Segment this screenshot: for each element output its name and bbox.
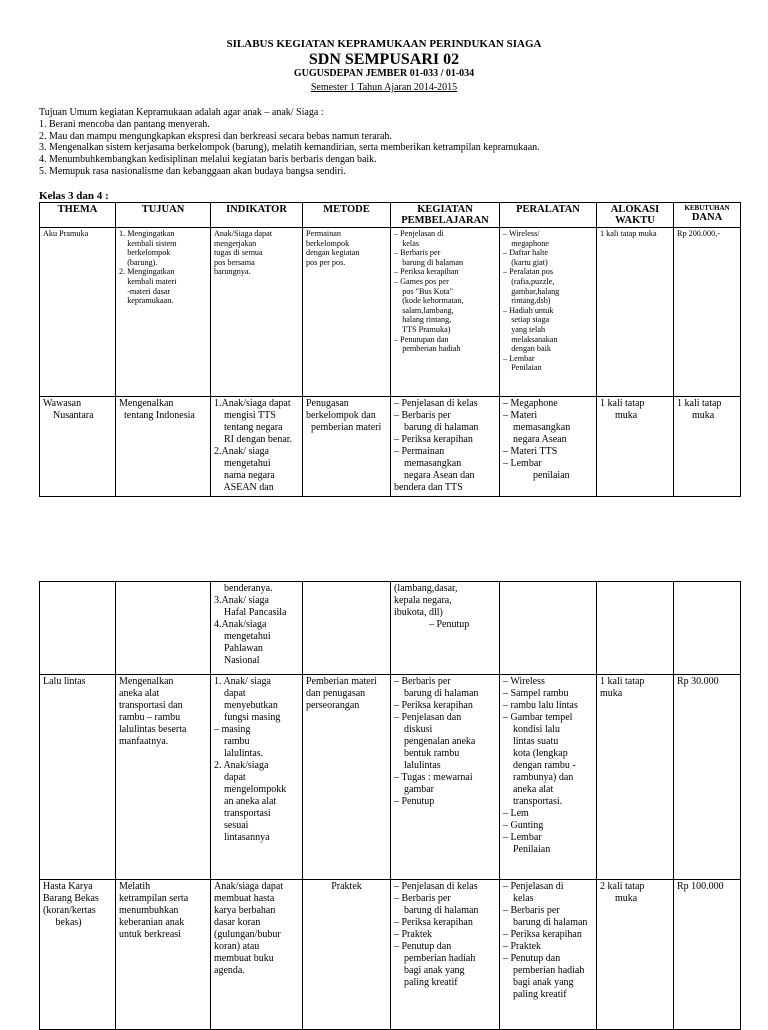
cell-text: 1 kali tatap muka — [600, 676, 645, 699]
col-header-kegiatan-l2: PEMBELAJARAN — [401, 215, 489, 226]
intro-item: 2. Mau dan mampu mengungkapkan ekspresi dan berkreasi secara bebas namun terarah. — [39, 130, 392, 142]
cell-text: 2 kali tatap muka — [600, 881, 645, 904]
cell-tujuan — [116, 397, 211, 497]
cell-kegiatan — [391, 582, 500, 675]
cell-indikator — [211, 582, 303, 675]
cell-metode — [303, 880, 391, 1030]
cell-kegiatan — [391, 228, 500, 397]
cell-text: Hasta Karya Barang Bekas (koran/kertas bekas) — [43, 881, 99, 928]
cell-text: Lalu lintas — [43, 676, 86, 687]
cell-text: Pemberian materi dan penugasan perseorangan — [306, 676, 377, 711]
cell-text: Rp 30.000 — [677, 676, 719, 687]
cell-dana — [674, 228, 741, 397]
cell-text: Rp 200.000,- — [677, 229, 720, 238]
cell-text: Melatih ketrampilan serta menumbuhkan keberanian anak untuk berkreasi — [119, 881, 189, 940]
cell-peralatan — [500, 397, 597, 497]
cell-text: – Wireless/ megaphone – Daftar halte (kartu giat) – Peralatan pos (rafia,puzzle, gambar,halang rintang,dsb) – Hadiah untuk setiap siaga yang telah melaksanakan dengan baik – Lembar Penilaian — [503, 229, 560, 373]
cell-alokasi — [597, 675, 674, 880]
cell-text: 1 kali tatap muka — [677, 398, 722, 421]
intro-lead: Tujuan Umum kegiatan Kepramukaan adalah agar anak – anak/ Siaga : — [39, 107, 324, 118]
gugusdepan-line: GUGUSDEPAN JEMBER 01-033 / 01-034 — [293, 68, 475, 79]
cell-text: Praktek — [331, 881, 362, 892]
syllabus-table-part2 — [39, 581, 741, 1030]
cell-thema — [40, 675, 116, 880]
cell-text: benderanya. 3.Anak/ siaga Hafal Pancasila 4.Anak/siaga mengetahui Pahlawan Nasional — [214, 583, 287, 666]
cell-tujuan — [116, 880, 211, 1030]
col-header-peralatan: PERALATAN — [500, 203, 597, 228]
col-header-metode: METODE — [303, 203, 391, 228]
cell-text: Mengenalkan aneka alat transportasi dan rambu – rambu lalulintas beserta manfaatnya. — [119, 676, 187, 747]
cell-text: 1. Anak/ siaga dapat menyebutkan fungsi masing – masing rambu lalulintas. 2. Anak/siaga dapat mengelompokk an aneka alat transportasi sesuai lintasannya — [214, 676, 287, 843]
cell-peralatan — [500, 880, 597, 1030]
cell-alokasi — [597, 880, 674, 1030]
cell-metode — [303, 582, 391, 675]
col-header-tujuan: TUJUAN — [116, 203, 211, 228]
cell-thema — [40, 397, 116, 497]
col-header-kebutuhan-l1: KEBUTUHAN — [684, 204, 730, 212]
cell-tujuan — [116, 582, 211, 675]
cell-text: 1 kali tatap muka — [600, 398, 645, 421]
doc-title: SILABUS KEGIATAN KEPRAMUKAAN PERINDUKAN SIAGA — [226, 38, 542, 50]
cell-thema — [40, 582, 116, 675]
cell-peralatan — [500, 582, 597, 675]
cell-indikator — [211, 675, 303, 880]
table-row — [40, 397, 741, 497]
cell-metode — [303, 228, 391, 397]
cell-text: – Berbaris per barung di halaman – Periksa kerapihan – Penjelasan dan diskusi pengenalan aneka bentuk rambu lalulintas – Tugas : mewarnai gambar – Penutup — [394, 676, 479, 807]
cell-text: Anak/siaga dapat membuat hasta karya berbahan dasar koran (gulungan/bubur koran) atau membuat buku agenda. — [214, 881, 284, 976]
cell-kegiatan — [391, 675, 500, 880]
cell-indikator — [211, 397, 303, 497]
intro-block — [39, 107, 739, 178]
school-name: SDN SEMPUSARI 02 — [308, 51, 460, 68]
cell-alokasi — [597, 397, 674, 497]
col-header-alokasi — [597, 203, 674, 228]
cell-peralatan — [500, 675, 597, 880]
cell-text: – Megaphone – Materi memasangkan negara Asean – Materi TTS – Lembar penilaian — [503, 398, 571, 481]
table-row — [40, 228, 741, 397]
cell-indikator — [211, 880, 303, 1030]
table-row — [40, 675, 741, 880]
cell-text: Permainan berkelompok dengan kegiatan pos per pos. — [306, 229, 360, 267]
cell-thema — [40, 880, 116, 1030]
cell-alokasi — [597, 228, 674, 397]
cell-metode — [303, 675, 391, 880]
col-header-thema: THEMA — [40, 203, 116, 228]
cell-kegiatan — [391, 397, 500, 497]
cell-text: 1 kali tatap muka — [600, 229, 657, 238]
col-header-kebutuhan-l2: DANA — [691, 212, 723, 223]
semester-line: Semester 1 Tahun Ajaran 2014-2015 — [310, 82, 458, 93]
cell-text: 1.Anak/siaga dapat mengisi TTS tentang negara RI dengan benar. 2.Anak/ siaga mengetahui nama negara ASEAN dan — [214, 398, 293, 493]
cell-text: Rp 100.000 — [677, 881, 724, 892]
cell-text: Mengenalkan tentang Indonesia — [119, 398, 195, 421]
intro-item: 1. Berani mencoba dan pantang menyerah. — [39, 118, 210, 130]
cell-tujuan — [116, 228, 211, 397]
cell-text: Aku Pramuka — [43, 229, 89, 238]
cell-indikator — [211, 228, 303, 397]
cell-metode — [303, 397, 391, 497]
intro-item: 4. Menumbuhkembangkan kedisiplinan melalui kegiatan baris berbaris dengan baik. — [39, 154, 377, 166]
table-row — [40, 880, 741, 1030]
cell-text: – Wireless – Sampel rambu – rambu lalu lintas – Gambar tempel kondisi lalu lintas suatu kota (lengkap dengan rambu - rambunya) dan aneka alat transportasi. – Lem – Gunting – Lembar Penilaian — [503, 676, 578, 855]
col-header-alokasi-l2: WAKTU — [615, 215, 655, 226]
cell-text: – Penjelasan di kelas – Berbaris per barung di halaman – Periksa kerapihan – Praktek – Penutup dan pemberian hadiah bagi anak yang paling kreatif — [503, 881, 588, 1000]
table-header-row — [40, 203, 741, 228]
intro-item: 3. Mengenalkan sistem kerjasama berkelompok (barung), melatih kemandirian, serta memberikan ketrampilan kepramukaan. — [39, 142, 540, 154]
cell-text: Wawasan Nusantara — [43, 398, 94, 421]
cell-text: – Penjelasan di kelas – Berbaris per barung di halaman – Periksa kerapihan – Games pos per pos "Bus Kota" (kode kehormatan, salam,lambang, halang rintang, TTS Pramuka) – Penutupan dan pemberian hadiah — [394, 229, 464, 354]
cell-text: 1. Mengingatkan kembali sistem berkelompok (barung). 2. Mengingatkan kembali materi -materi dasar kepramukaan. — [119, 229, 177, 306]
cell-dana — [674, 397, 741, 497]
cell-text: Anak/Siaga dapat mengerjakan tugas di semua pos bersama barungnya. — [214, 229, 272, 277]
cell-tujuan — [116, 675, 211, 880]
cell-dana — [674, 880, 741, 1030]
col-header-kegiatan — [391, 203, 500, 228]
cell-alokasi — [597, 582, 674, 675]
syllabus-table-part1 — [39, 202, 741, 497]
table-row — [40, 582, 741, 675]
col-header-indikator: INDIKATOR — [211, 203, 303, 228]
cell-thema — [40, 228, 116, 397]
cell-dana — [674, 675, 741, 880]
col-header-kebutuhan — [674, 203, 741, 228]
cell-text: – Penjelasan di kelas – Berbaris per barung di halaman – Periksa kerapihan – Permainan memasangkan negara Asean dan bendera dan TTS — [394, 398, 479, 493]
kelas-label: Kelas 3 dan 4 : — [39, 190, 109, 202]
col-header-alokasi-l1: ALOKASI — [610, 204, 660, 215]
cell-peralatan — [500, 228, 597, 397]
cell-dana — [674, 582, 741, 675]
cell-text: (lambang,dasar, kepala negara, ibukota, dll) – Penutup — [394, 583, 470, 630]
col-header-kegiatan-l1: KEGIATAN — [417, 204, 473, 215]
cell-kegiatan — [391, 880, 500, 1030]
intro-item: 5. Memupuk rasa nasionalisme dan kebanggaan akan budaya bangsa sendiri. — [39, 165, 346, 177]
cell-text: Penugasan berkelompok dan pemberian materi — [306, 398, 382, 433]
cell-text: – Penjelasan di kelas – Berbaris per barung di halaman – Periksa kerapihan – Praktek – Penutup dan pemberian hadiah bagi anak yang paling kreatif — [394, 881, 479, 988]
